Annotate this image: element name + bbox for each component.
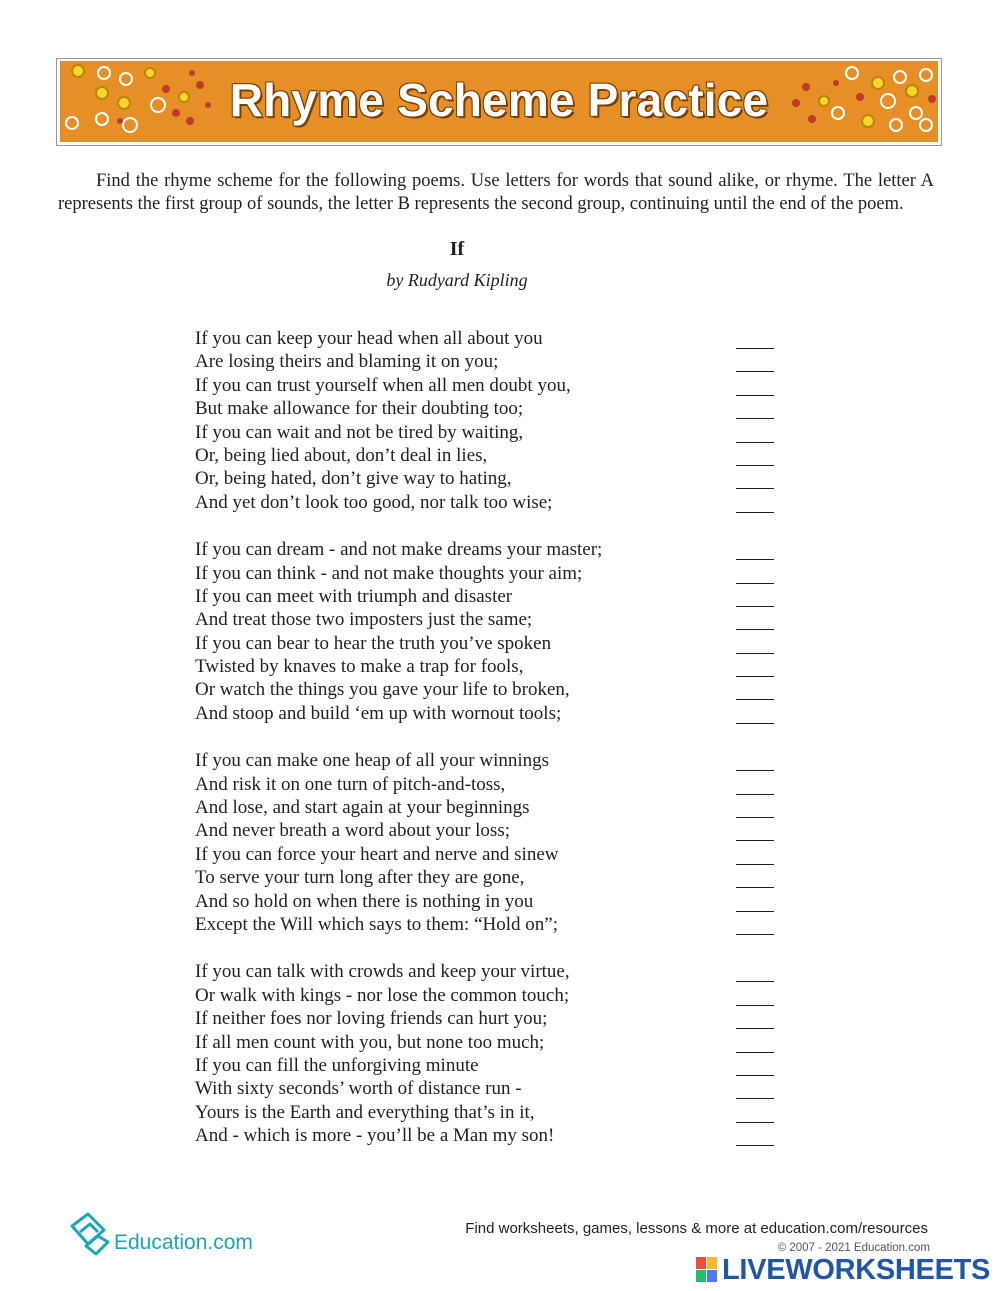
rhyme-answer-field[interactable] [736,1042,774,1053]
rhyme-answer-field[interactable] [736,478,774,489]
poem-line-text: Except the Will which says to them: “Hold on”; [195,913,558,935]
footer-copyright: © 2007 - 2021 Education.com [777,1242,930,1254]
poem-line [195,444,795,467]
poem-line [195,796,795,819]
rhyme-answer-field[interactable] [736,713,774,724]
poem-line-text: And - which is more - you’ll be a Man my son! [195,1125,555,1147]
poem-line [195,1031,795,1054]
poem-line-text: And treat those two imposters just the same; [195,609,533,631]
instructions-text: Find the rhyme scheme for the following poems. Use letters for words that sound alike, or rhyme. The letter A represents the first group of sounds, the letter B represents the second group, continuing until the end of the poem. [58,171,934,214]
poem-line [195,866,795,889]
poem-line [195,421,795,444]
rhyme-answer-field[interactable] [736,830,774,841]
rhyme-answer-field[interactable] [736,502,774,513]
rhyme-answer-field[interactable] [736,549,774,560]
poem-line [195,585,795,608]
rhyme-answer-field[interactable] [736,971,774,982]
poem-line [195,913,795,936]
rhyme-answer-field[interactable] [736,1112,774,1123]
rhyme-answer-field[interactable] [736,760,774,771]
rhyme-answer-field[interactable] [736,924,774,935]
poem-line [195,890,795,913]
poem-line [195,1101,795,1124]
poem-author: by Rudyard Kipling [386,270,528,290]
poem-line-text: If all men count with you, but none too much; [195,1031,545,1053]
poem-line-text: If you can bear to hear the truth you’ve spoken [195,632,552,654]
poem-line-text: Or watch the things you gave your life to broken, [195,679,570,701]
poem-body [195,327,795,1172]
poem-line [195,327,795,350]
poem-line-text: To serve your turn long after they are gone, [195,867,525,889]
poem-line [195,1054,795,1077]
poem-line-text: If you can make one heap of all your winnings [195,750,550,772]
poem-line-text: If you can dream - and not make dreams your master; [195,539,603,561]
poem-line-text: And yet don’t look too good, nor talk too wise; [195,491,553,513]
poem-line-text: And lose, and start again at your beginnings [195,797,530,819]
poem-line-text: And stoop and build ‘em up with wornout tools; [195,702,562,724]
poem-line-text: If you can force your heart and nerve and sinew [195,843,559,865]
poem-line-text: Or, being lied about, don’t deal in lies, [195,444,488,466]
rhyme-answer-field[interactable] [736,1018,774,1029]
poem-line [195,608,795,631]
rhyme-answer-field[interactable] [736,619,774,630]
poem-line-text: Yours is the Earth and everything that’s in it, [195,1101,535,1123]
poem-line-text: If neither foes nor loving friends can hurt you; [195,1008,548,1030]
poem-line-text: Or walk with kings - nor lose the common touch; [195,984,570,1006]
title-banner [60,61,938,142]
poem-line [195,1077,795,1100]
worksheet-title: Rhyme Scheme Practice [229,74,769,126]
rhyme-answer-field[interactable] [736,1065,774,1076]
rhyme-answer-field[interactable] [736,784,774,795]
rhyme-answer-field[interactable] [736,643,774,654]
poem-line-text: If you can trust yourself when all men doubt you, [195,374,571,396]
poem-line [195,749,795,772]
poem-line-text: If you can think - and not make thoughts your aim; [195,562,583,584]
poem-line-text: If you can keep your head when all about you [195,328,543,349]
poem-line [195,562,795,585]
poem-line [195,984,795,1007]
rhyme-answer-field[interactable] [736,1135,774,1146]
poem-line [195,819,795,842]
rhyme-answer-field[interactable] [736,901,774,912]
poem-line-text: With sixty seconds’ worth of distance run - [195,1078,522,1100]
footer-tagline: Find worksheets, games, lessons & more at education.com/resources [465,1220,928,1237]
poem-line-text: And risk it on one turn of pitch-and-toss, [195,773,506,795]
rhyme-answer-field[interactable] [736,432,774,443]
poem-line-text: Or, being hated, don’t give way to hating, [195,468,512,490]
poem-line [195,350,795,373]
stanza-1 [195,327,795,514]
rhyme-answer-field[interactable] [736,573,774,584]
rhyme-answer-field[interactable] [736,1088,774,1099]
poem-line [195,1124,795,1147]
rhyme-answer-field[interactable] [736,385,774,396]
poem-line [195,1007,795,1030]
poem-line [195,374,795,397]
poem-line [195,773,795,796]
poem-line-text: And never breath a word about your loss; [195,820,511,842]
poem-line-text: If you can wait and not be tired by waiting, [195,421,524,443]
poem-line [195,467,795,490]
rhyme-answer-field[interactable] [736,596,774,607]
poem-line-text: If you can meet with triumph and disaster [195,585,513,607]
rhyme-answer-field[interactable] [736,361,774,372]
rhyme-answer-field[interactable] [736,666,774,677]
rhyme-answer-field[interactable] [736,854,774,865]
poem-line-text: If you can talk with crowds and keep your virtue, [195,961,570,983]
poem-line-text: Are losing theirs and blaming it on you; [195,351,499,373]
rhyme-answer-field[interactable] [736,338,774,349]
poem-line-text: Twisted by knaves to make a trap for fools, [195,656,524,678]
poem-line [195,678,795,701]
poem-line [195,491,795,514]
education-logo-text[interactable]: Education.com [114,1231,253,1254]
poem-line [195,702,795,725]
rhyme-answer-field[interactable] [736,455,774,466]
poem-title: If [449,238,465,260]
poem-line-text: If you can fill the unforgiving minute [195,1054,479,1076]
poem-line [195,397,795,420]
stanza-2 [195,538,795,725]
poem-line [195,632,795,655]
poem-line [195,843,795,866]
poem-line [195,655,795,678]
liveworksheets-logo-icon [696,1257,718,1283]
liveworksheets-logo-text[interactable]: LIVEWORKSHEETS [722,1254,991,1286]
poem-line-text: But make allowance for their doubting too; [195,398,524,420]
rhyme-answer-field[interactable] [736,408,774,419]
rhyme-answer-field[interactable] [736,807,774,818]
rhyme-answer-field[interactable] [736,995,774,1006]
poem-line [195,960,795,983]
poem-line-text: And so hold on when there is nothing in you [195,890,534,912]
poem-line [195,538,795,561]
rhyme-answer-field[interactable] [736,877,774,888]
stanza-3 [195,749,795,936]
rhyme-answer-field[interactable] [736,689,774,700]
stanza-4 [195,960,795,1147]
